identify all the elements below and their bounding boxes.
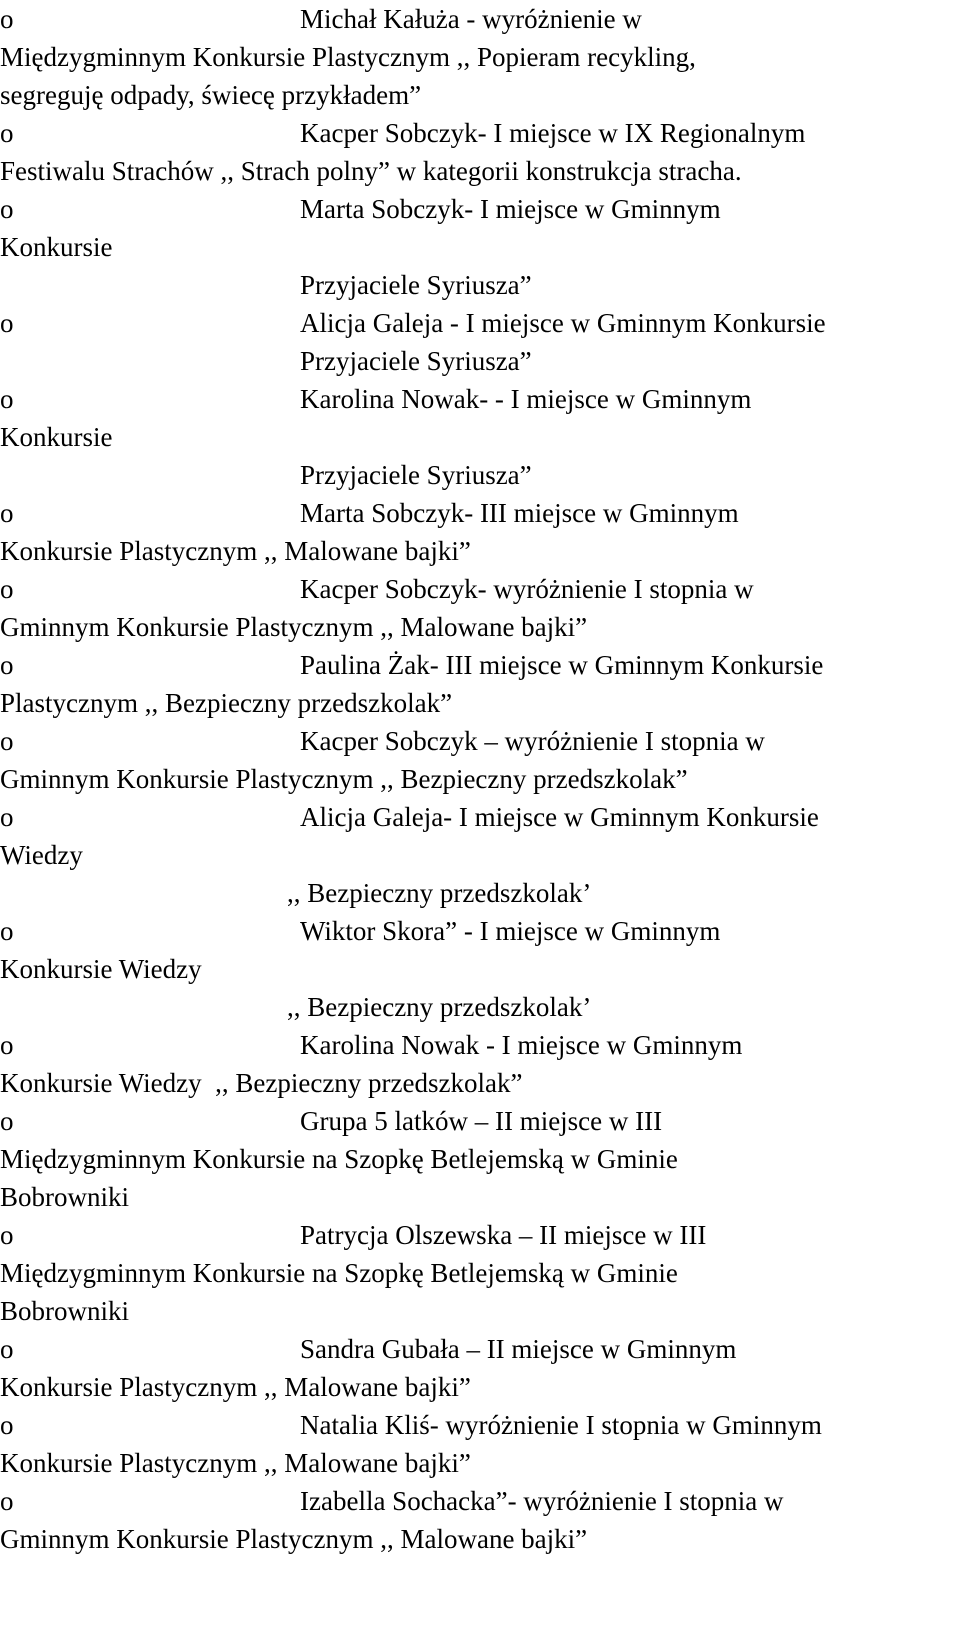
entry-indented-line: Przyjaciele Syriusza”	[300, 270, 532, 300]
entry-continuation-line: Bobrowniki	[0, 1296, 130, 1326]
entry-continuation-line: Konkursie Wiedzy	[0, 954, 202, 984]
entry-first-line: Patrycja Olszewska – II miejsce w III	[300, 1220, 707, 1250]
entry-indented-line: Przyjaciele Syriusza”	[300, 346, 532, 376]
list-bullet: o	[0, 1486, 14, 1516]
list-bullet: o	[0, 1334, 14, 1364]
list-bullet: o	[0, 194, 14, 224]
list-bullet: o	[0, 726, 14, 756]
entry-continuation-line: Plastycznym ,, Bezpieczny przedszkolak”	[0, 688, 453, 718]
entry-first-line: Karolina Nowak - I miejsce w Gminnym	[300, 1030, 743, 1060]
entry-first-line: Alicja Galeja- I miejsce w Gminnym Konkursie	[300, 802, 819, 832]
entry-continuation-line: Międzygminnym Konkursie na Szopkę Betlejemską w Gminie	[0, 1258, 678, 1288]
list-bullet: o	[0, 916, 14, 946]
entry-first-line: Grupa 5 latków – II miejsce w III	[300, 1106, 663, 1136]
list-bullet: o	[0, 1106, 14, 1136]
entry-first-line: Sandra Gubała – II miejsce w Gminnym	[300, 1334, 737, 1364]
list-bullet: o	[0, 1030, 14, 1060]
entry-first-line: Michał Kałuża - wyróżnienie w	[300, 4, 642, 34]
entry-indented-line: ,, Bezpieczny przedszkolak’	[287, 992, 592, 1022]
list-bullet: o	[0, 498, 14, 528]
entry-continuation-line: Festiwalu Strachów ,, Strach polny” w kategorii konstrukcja stracha.	[0, 156, 742, 186]
list-bullet: o	[0, 574, 14, 604]
entry-continuation-line: Wiedzy	[0, 840, 83, 870]
entry-continuation-line: Międzygminnym Konkursie Plastycznym ,, Popieram recykling,	[0, 42, 696, 72]
entry-first-line: Alicja Galeja - I miejsce w Gminnym Konkursie	[300, 308, 826, 338]
entry-first-line: Marta Sobczyk- I miejsce w Gminnym	[300, 194, 721, 224]
entry-continuation-line: Gminnym Konkursie Plastycznym ,, Malowane bajki”	[0, 612, 588, 642]
entry-continuation-line: Konkursie Plastycznym ,, Malowane bajki”	[0, 1448, 471, 1478]
entry-continuation-line: Gminnym Konkursie Plastycznym ,, Bezpieczny przedszkolak”	[0, 764, 688, 794]
entry-continuation-line: Konkursie	[0, 232, 113, 262]
entry-continuation-line: Konkursie Plastycznym ,, Malowane bajki”	[0, 1372, 471, 1402]
entry-continuation-line: Konkursie Wiedzy ,, Bezpieczny przedszkolak”	[0, 1068, 523, 1098]
list-bullet: o	[0, 308, 14, 338]
entry-first-line: Kacper Sobczyk- wyróżnienie I stopnia w	[300, 574, 754, 604]
entry-continuation-line: Gminnym Konkursie Plastycznym ,, Malowane bajki”	[0, 1524, 588, 1554]
entry-continuation-line: segreguję odpady, świecę przykładem”	[0, 80, 422, 110]
list-bullet: o	[0, 1220, 14, 1250]
entry-continuation-line: Bobrowniki	[0, 1182, 130, 1212]
list-bullet: o	[0, 650, 14, 680]
entry-first-line: Kacper Sobczyk- I miejsce w IX Regionalnym	[300, 118, 806, 148]
list-bullet: o	[0, 802, 14, 832]
entry-continuation-line: Konkursie Plastycznym ,, Malowane bajki”	[0, 536, 471, 566]
entry-first-line: Marta Sobczyk- III miejsce w Gminnym	[300, 498, 739, 528]
entry-indented-line: ,, Bezpieczny przedszkolak’	[287, 878, 592, 908]
entry-continuation-line: Konkursie	[0, 422, 113, 452]
entry-first-line: Wiktor Skora” - I miejsce w Gminnym	[300, 916, 721, 946]
entry-first-line: Kacper Sobczyk – wyróżnienie I stopnia w	[300, 726, 765, 756]
list-bullet: o	[0, 4, 14, 34]
list-bullet: o	[0, 384, 14, 414]
entry-first-line: Izabella Sochacka”- wyróżnienie I stopnia w	[300, 1486, 784, 1516]
entry-first-line: Paulina Żak- III miejsce w Gminnym Konkursie	[300, 650, 824, 680]
entry-first-line: Natalia Kliś- wyróżnienie I stopnia w Gminnym	[300, 1410, 822, 1440]
entry-first-line: Karolina Nowak- - I miejsce w Gminnym	[300, 384, 752, 414]
entry-continuation-line: Międzygminnym Konkursie na Szopkę Betlejemską w Gminie	[0, 1144, 678, 1174]
list-bullet: o	[0, 118, 14, 148]
list-bullet: o	[0, 1410, 14, 1440]
entry-indented-line: Przyjaciele Syriusza”	[300, 460, 532, 490]
